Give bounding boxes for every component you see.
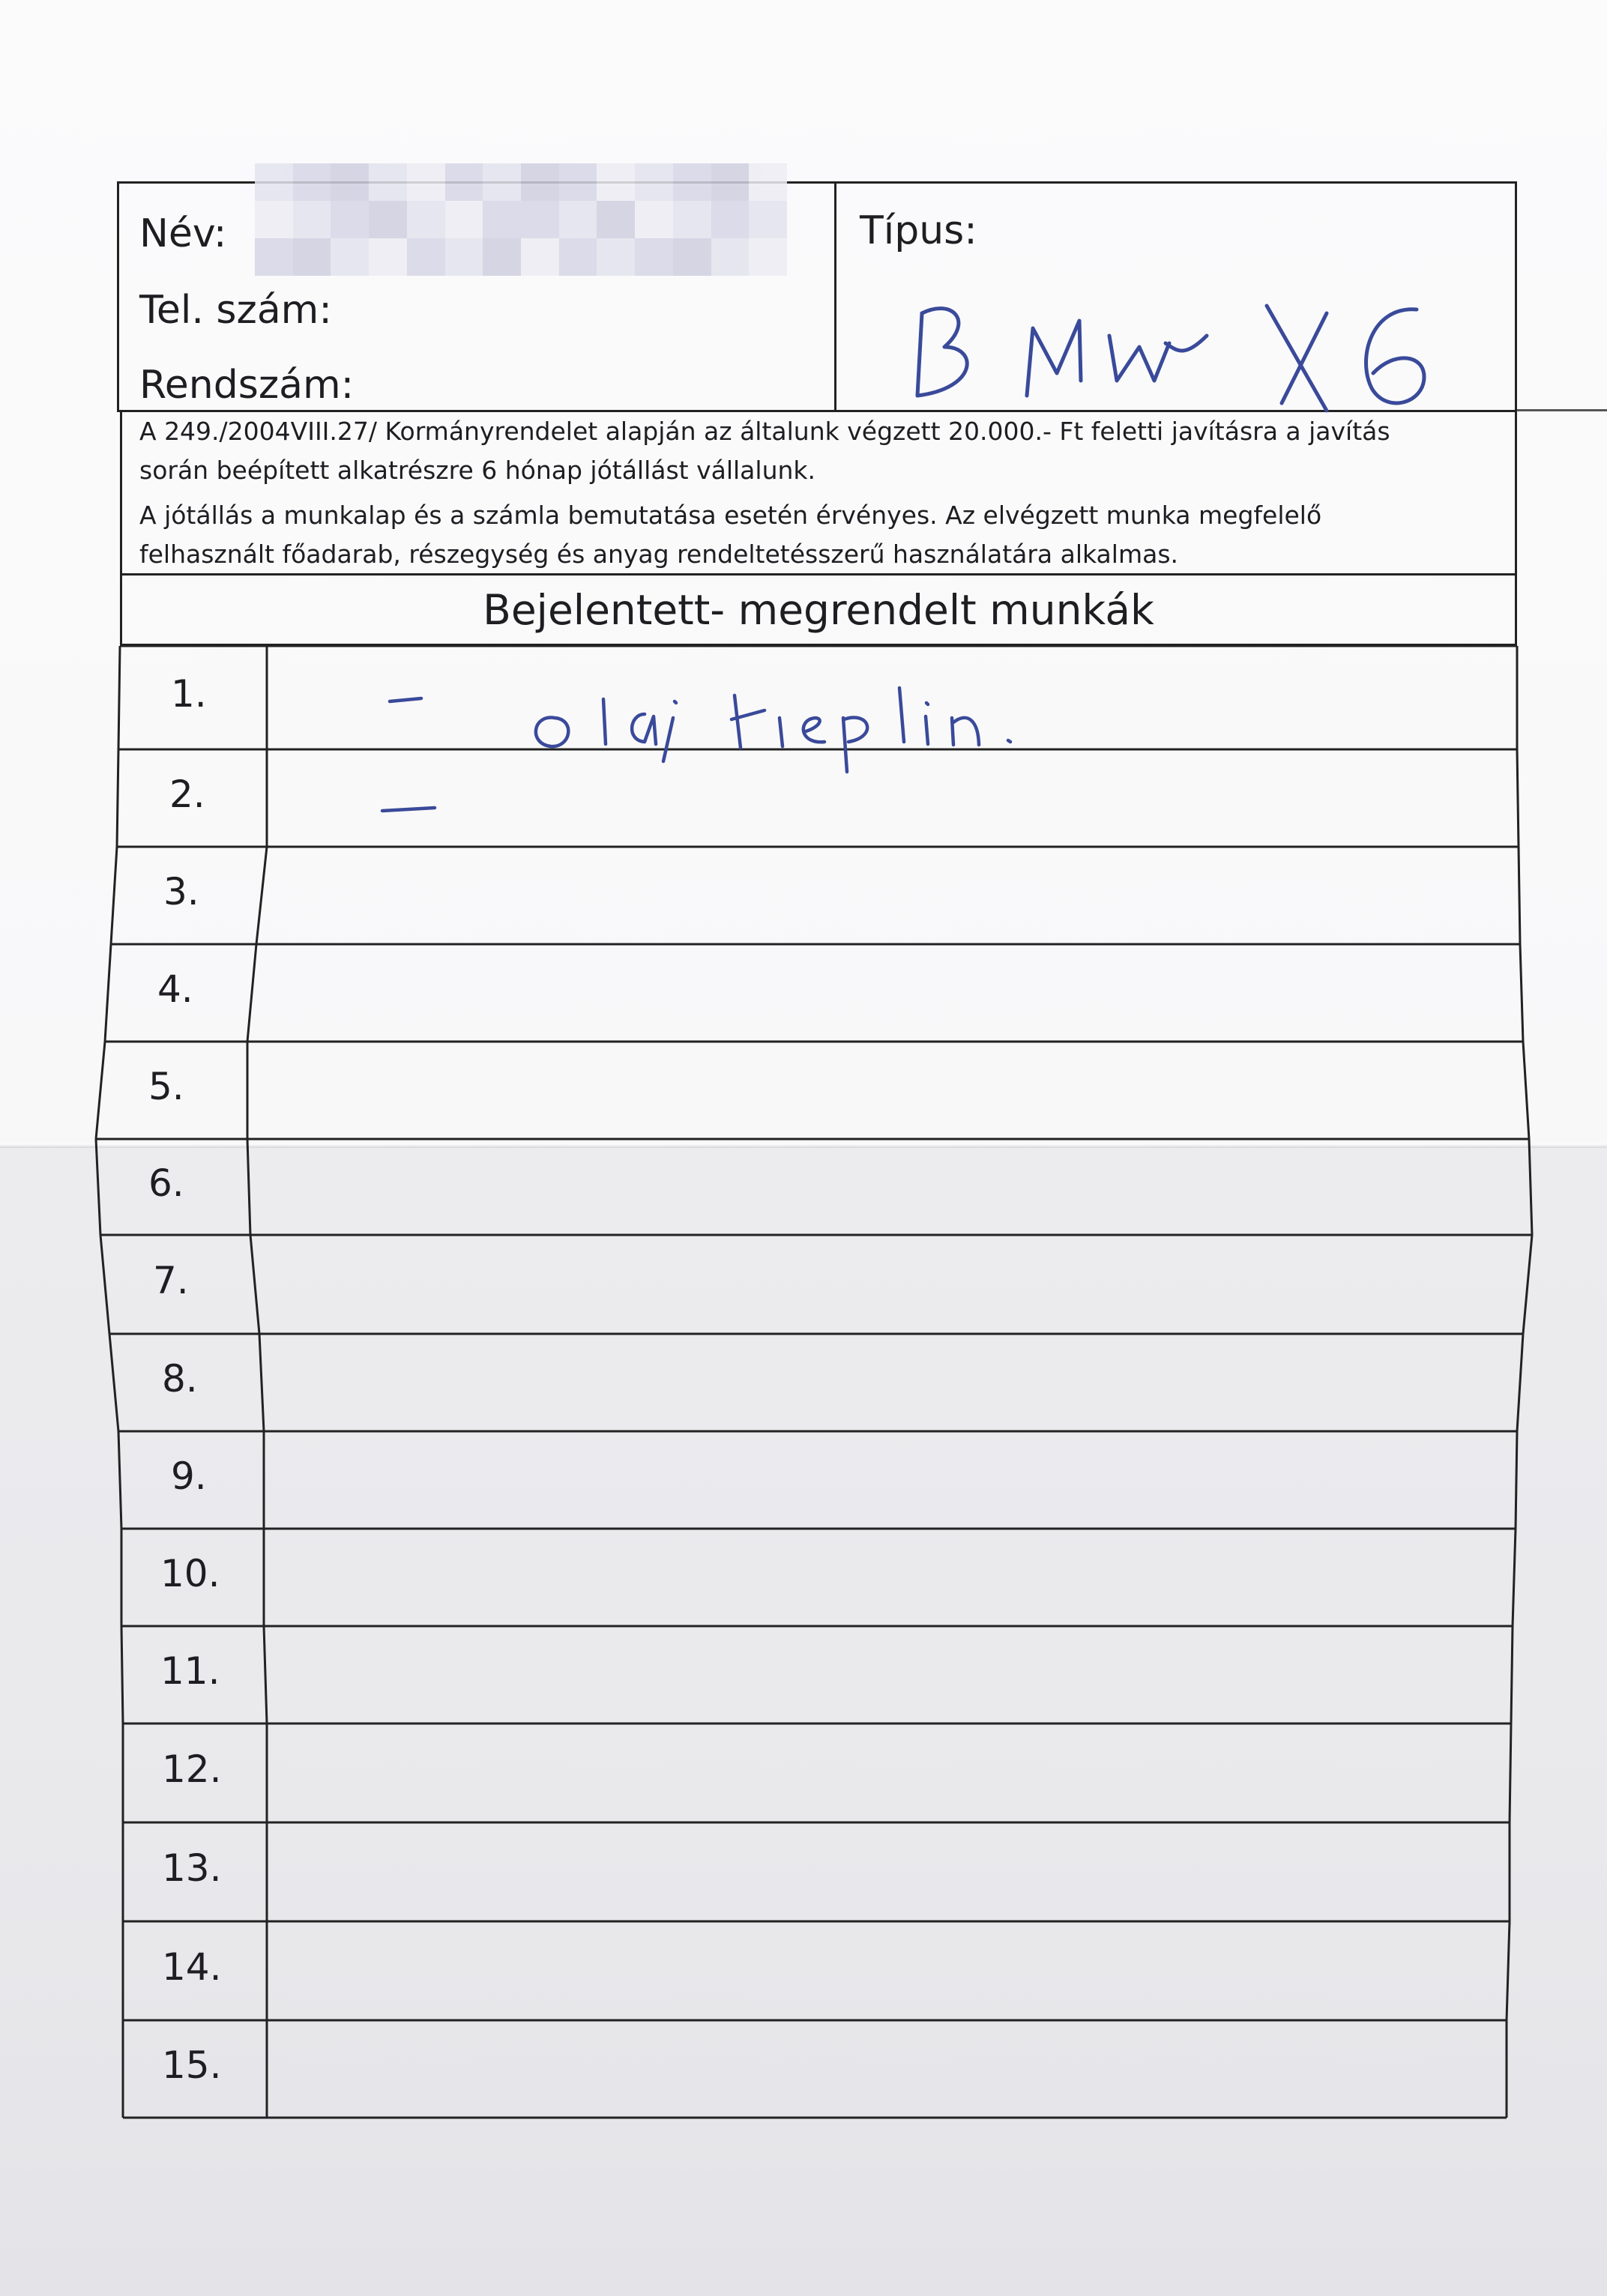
- row-number: 14.: [162, 1945, 222, 1989]
- redaction-pixel: [331, 163, 369, 201]
- handwritten-type-value: [907, 276, 1447, 426]
- redaction-pixel: [331, 238, 369, 276]
- notice-line-4: felhasznált főadarab, részegység és anyag rendeltetésszerű használatára alkalmas.: [139, 540, 1178, 569]
- redacted-name-area: [255, 163, 787, 276]
- redaction-pixel: [445, 238, 483, 276]
- redaction-pixel: [597, 201, 635, 238]
- redaction-pixel: [445, 163, 483, 201]
- redaction-pixel: [407, 201, 445, 238]
- redaction-pixel: [407, 163, 445, 201]
- row-number: 2.: [169, 773, 205, 816]
- redaction-pixel: [483, 163, 521, 201]
- redaction-pixel: [597, 238, 635, 276]
- section-title: Bejelentett- megrendelt munkák: [483, 585, 1154, 634]
- redaction-pixel: [559, 201, 597, 238]
- notice-line-3: A jótállás a munkalap és a számla bemutatása esetén érvényes. Az elvégzett munka megfelelő: [139, 501, 1322, 530]
- redaction-pixel: [673, 238, 711, 276]
- redaction-pixel: [407, 238, 445, 276]
- plate-label: Rendszám:: [139, 363, 355, 408]
- header-column-divider: [834, 181, 836, 412]
- row-number: 5.: [148, 1065, 184, 1108]
- section-title-box: [120, 575, 1517, 646]
- row-number: 4.: [157, 967, 193, 1011]
- paper-fold-line: [0, 1144, 1607, 1148]
- redaction-pixel: [369, 238, 407, 276]
- redaction-pixel: [521, 238, 559, 276]
- redaction-pixel: [331, 201, 369, 238]
- row-number: 11.: [160, 1649, 220, 1693]
- redaction-pixel: [521, 201, 559, 238]
- redaction-pixel: [635, 201, 673, 238]
- redaction-pixel: [293, 163, 331, 201]
- row-number: 6.: [148, 1161, 184, 1205]
- redaction-pixel: [749, 238, 787, 276]
- header-line-extension: [1517, 409, 1607, 411]
- row-number: 7.: [153, 1259, 189, 1302]
- row-number: 8.: [162, 1357, 198, 1401]
- redaction-pixel: [483, 201, 521, 238]
- row-number: 15.: [162, 2043, 222, 2087]
- row-number: 10.: [160, 1552, 220, 1595]
- redaction-pixel: [749, 163, 787, 201]
- notice-line-2: során beépített alkatrészre 6 hónap jótállást vállalunk.: [139, 456, 816, 485]
- row-number: 1.: [171, 672, 207, 716]
- redaction-pixel: [255, 238, 293, 276]
- redaction-pixel: [635, 163, 673, 201]
- redaction-pixel: [293, 238, 331, 276]
- redaction-pixel: [483, 238, 521, 276]
- redaction-pixel: [293, 201, 331, 238]
- row-number: 3.: [163, 870, 199, 913]
- row-number: 13.: [162, 1846, 222, 1890]
- redaction-pixel: [749, 201, 787, 238]
- name-label: Név:: [139, 211, 227, 256]
- redaction-pixel: [635, 238, 673, 276]
- redaction-pixel: [521, 163, 559, 201]
- notice-line-1: A 249./2004VIII.27/ Kormányrendelet alapján az általunk végzett 20.000.- Ft feletti javításra a javítás: [139, 417, 1390, 446]
- redaction-pixel: [255, 163, 293, 201]
- row-number: 12.: [162, 1747, 222, 1791]
- redaction-pixel: [597, 163, 635, 201]
- redaction-pixel: [673, 201, 711, 238]
- redaction-pixel: [559, 163, 597, 201]
- redaction-pixel: [255, 201, 293, 238]
- paper-lower-half: [0, 1147, 1607, 2296]
- redaction-pixel: [711, 201, 750, 238]
- redaction-pixel: [711, 238, 750, 276]
- redaction-pixel: [673, 163, 711, 201]
- redaction-pixel: [369, 201, 407, 238]
- phone-label: Tel. szám:: [139, 288, 332, 333]
- type-label: Típus:: [860, 208, 977, 253]
- row-number: 9.: [171, 1454, 207, 1498]
- redaction-pixel: [559, 238, 597, 276]
- redaction-pixel: [369, 163, 407, 201]
- redaction-pixel: [445, 201, 483, 238]
- redaction-pixel: [711, 163, 750, 201]
